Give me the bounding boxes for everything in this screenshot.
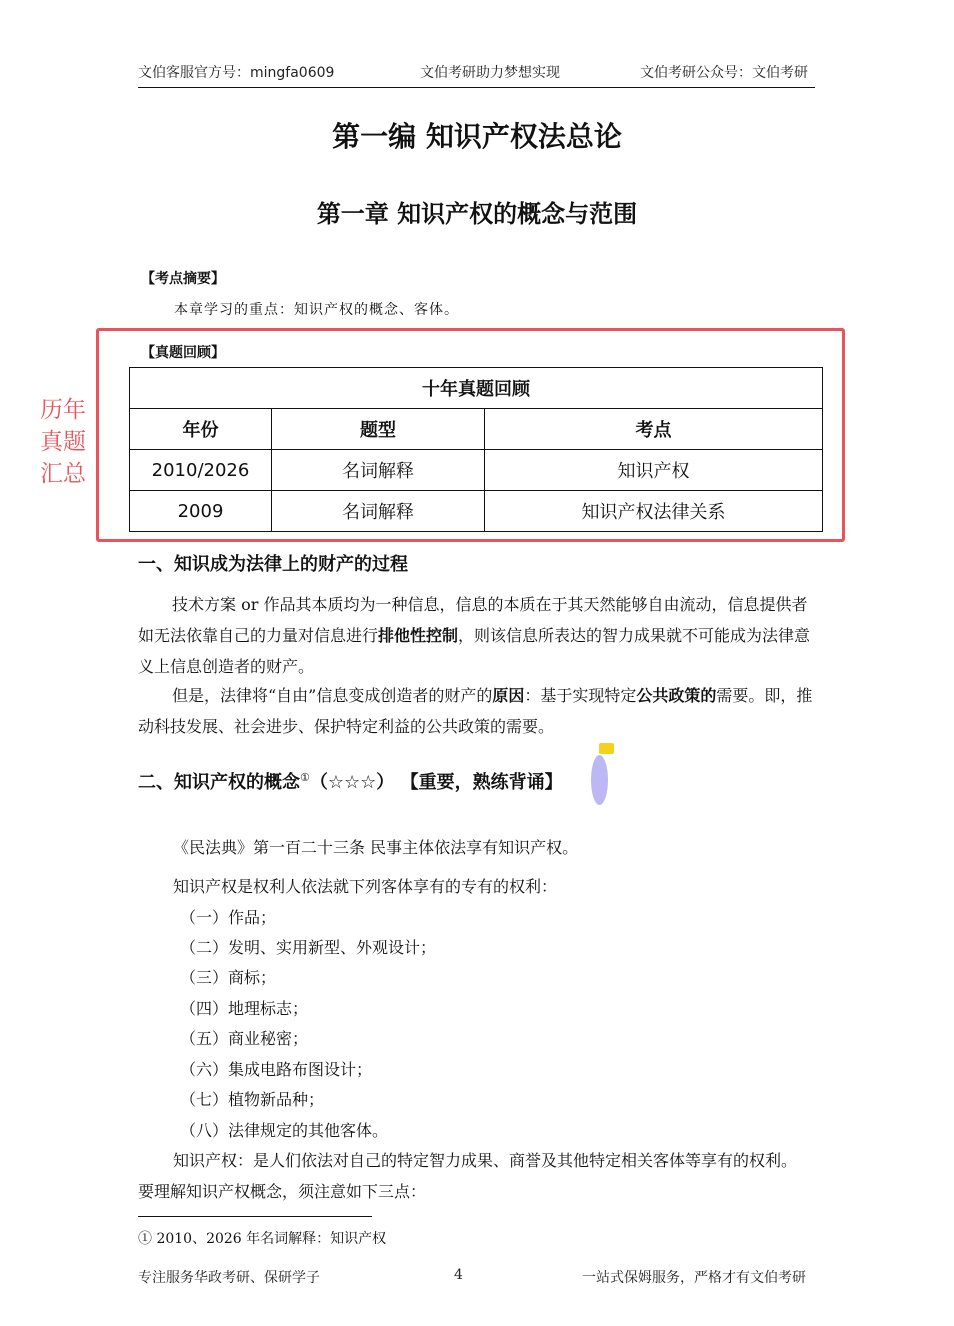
footnote: ① 2010、2026 年名词解释：知识产权 — [138, 1231, 387, 1247]
column-header-type: 题型 — [272, 409, 485, 450]
list-item: （一）作品； — [180, 908, 277, 927]
footer-right: 一站式保姆服务，严格才有文伯考研 — [582, 1270, 806, 1286]
text-run: 技术方案 or 作品其本质均为一种信息，信息的本质在于其天然能够自由流动，信息提供者如无法依靠自己的力量对信息进行 — [138, 595, 808, 645]
heading-text: 二、知识产权的概念 — [138, 772, 300, 793]
list-item: （二）发明、实用新型、外观设计； — [180, 938, 437, 957]
text-run: ：基于实现特定 — [524, 686, 637, 705]
list-item: （六）集成电路布图设计； — [180, 1060, 373, 1079]
summary-tag: 【考点摘要】 — [141, 271, 225, 287]
cell-point: 知识产权法律关系 — [485, 491, 823, 532]
text-run: 需要。即，推动科技发展、社会进步、保护特定利益的公共政策的需要。 — [138, 686, 813, 736]
definition: 知识产权：是人们依法对自己的特定智力成果、商誉及其他特定相关客体等享有的权利。 — [173, 1151, 798, 1170]
chapter-title: 第一章 知识产权的概念与范围 — [316, 200, 638, 228]
text-run: ，则该信息所表达的智力成果就不可能成为法律意义上信息创造者的财产。 — [138, 626, 811, 676]
note-line: 要理解知识产权概念，须注意如下三点： — [138, 1182, 427, 1201]
table-row — [130, 491, 823, 532]
emphasis-tag: 【重要，熟练背诵】 — [400, 772, 563, 793]
table-row — [130, 450, 823, 491]
comment-marker[interactable] — [591, 755, 608, 805]
footnote-rule — [138, 1216, 372, 1217]
side-note-line: 真题 — [40, 429, 86, 455]
table-caption: 十年真题回顾 — [130, 368, 823, 409]
text-run: 但是，法律将“自由”信息变成创造者的财产的 — [172, 686, 493, 705]
section1-paragraph1 — [138, 589, 816, 682]
section1-heading: 一、知识成为法律上的财产的过程 — [138, 554, 408, 575]
column-header-year: 年份 — [130, 409, 272, 450]
side-note-line: 汇总 — [40, 461, 86, 487]
section2-heading — [138, 768, 563, 794]
header-center: 文伯考研助力梦想实现 — [420, 65, 560, 81]
cell-type: 名词解释 — [272, 491, 485, 532]
list-item: （五）商业秘密； — [180, 1029, 309, 1048]
comment-icon[interactable] — [599, 743, 614, 754]
column-header-point: 考点 — [485, 409, 823, 450]
bold-term: 公共政策的 — [636, 686, 717, 705]
footnote-mark[interactable]: ① — [300, 771, 310, 784]
table-header-row — [130, 409, 823, 450]
header-rule — [138, 87, 815, 88]
review-table — [129, 367, 823, 532]
page-number: 4 — [454, 1267, 463, 1283]
cell-year: 2009 — [130, 491, 272, 532]
rights-intro: 知识产权是权利人依法就下列客体享有的专有的权利： — [173, 877, 558, 896]
bold-term: 排他性控制 — [378, 626, 459, 645]
summary-text: 本章学习的重点：知识产权的概念、客体。 — [174, 302, 459, 318]
table-caption-row — [130, 368, 823, 409]
header-left: 文伯客服官方号：mingfa0609 — [138, 65, 335, 81]
review-tag: 【真题回顾】 — [141, 345, 225, 361]
list-item: （四）地理标志； — [180, 999, 309, 1018]
civil-code-article: 《民法典》第一百二十三条 民事主体依法享有知识产权。 — [173, 838, 579, 857]
footer-left: 专注服务华政考研、保研学子 — [138, 1270, 320, 1286]
importance-stars: （☆☆☆） — [309, 772, 395, 793]
header-right: 文伯考研公众号：文伯考研 — [640, 65, 808, 81]
cell-year: 2010/2026 — [130, 450, 272, 491]
list-item: （三）商标； — [180, 968, 277, 987]
bold-term: 原因 — [492, 686, 525, 705]
section1-paragraph2 — [138, 680, 816, 742]
list-item: （七）植物新品种； — [180, 1090, 325, 1109]
list-item: （八）法律规定的其他客体。 — [180, 1121, 389, 1140]
part-title: 第一编 知识产权法总论 — [332, 120, 622, 153]
cell-type: 名词解释 — [272, 450, 485, 491]
cell-point: 知识产权 — [485, 450, 823, 491]
side-note-line: 历年 — [40, 397, 86, 423]
side-note — [40, 394, 96, 490]
